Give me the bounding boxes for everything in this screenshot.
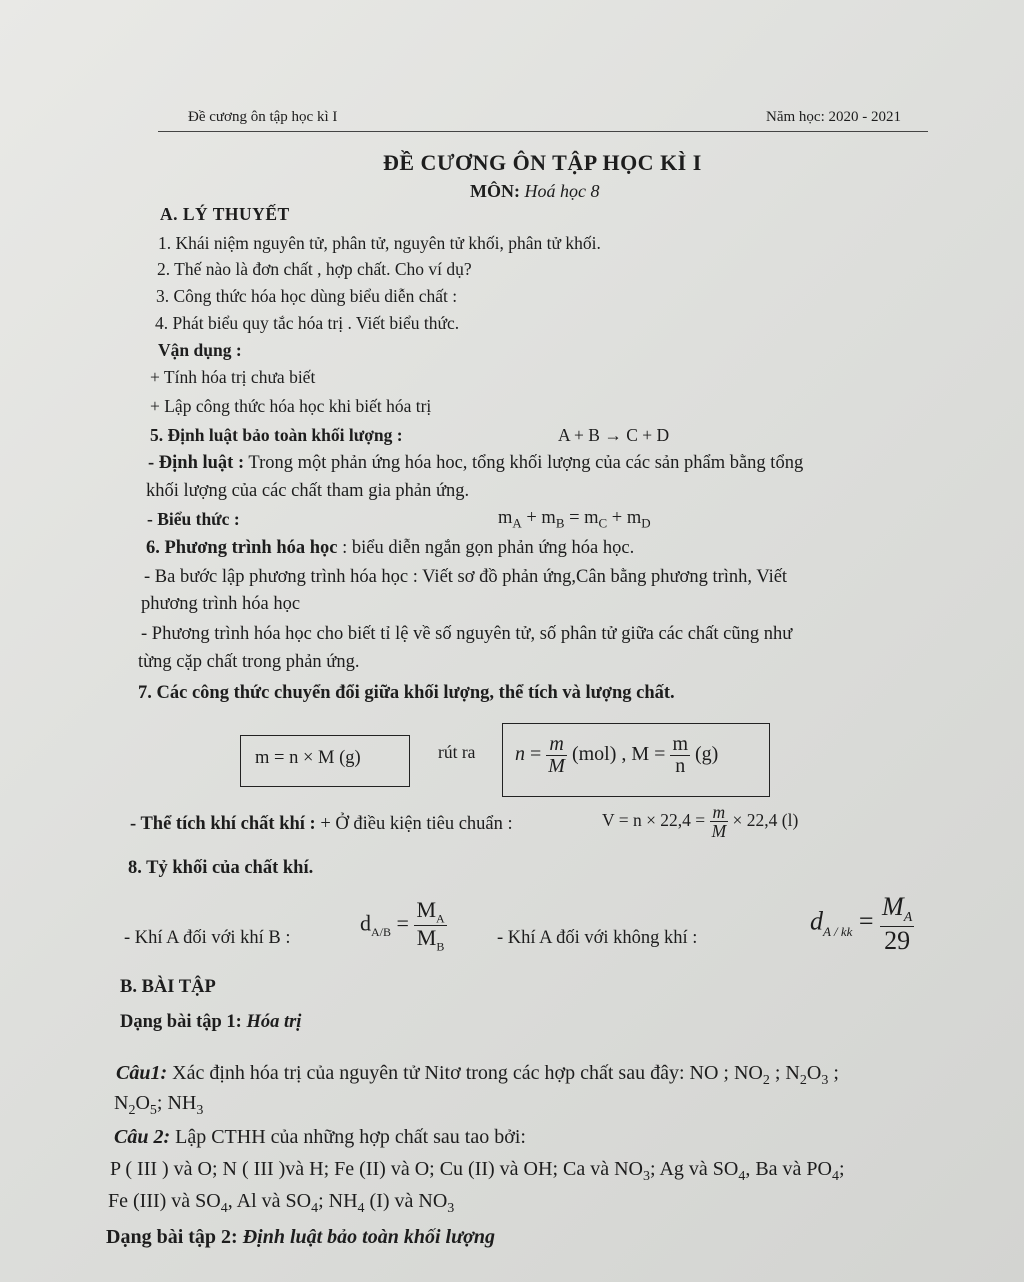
equation-ratio-1: - Phương trình hóa học cho biết tỉ lệ về số nguyên tử, số phân tử giữa các chất cũng như [141,624,793,644]
exercise-type-2-title: Định luật bảo toàn khối lượng [242,1226,495,1248]
density-heading: 8. Tỷ khối của chất khí. [128,858,314,878]
theory-item-4: 4. Phát biểu quy tắc hóa trị . Viết biểu thức. [155,313,460,333]
header-left: Đề cương ôn tập học kì I [188,109,338,125]
gas-volume-line [130,814,513,835]
formula-mole: n = $\frac{m}{M}$ (mol) , M = $\frac{m}{n}$ (g) [515,733,719,777]
page-title: ĐỀ CƯƠNG ÔN TẬP HỌC KÌ I [383,150,702,175]
formula-box-mole [502,723,770,797]
section-b-heading: B. BÀI TẬP [120,977,216,997]
theory-item-2: 2. Thế nào là đơn chất , hợp chất. Cho ví dụ? [157,259,472,279]
density-kk-formula: $d_{A / kk}$ = $\frac{M_A}{29}$ [810,892,913,955]
section-a-heading: A. LÝ THUYẾT [160,204,290,224]
subject-value: Hoá học 8 [524,181,600,201]
question-2: Câu 2: Lập CTHH của những hợp chất sau tao bởi: [114,1126,526,1148]
law-label: - Định luật : [148,453,245,473]
question-1-line-2: $N_2O_5$; $NH_3$ [114,1092,204,1118]
law-text-1: Trong một phản ứng hóa hoc, tổng khối lượng của các sản phẩm bằng tổng [244,453,804,473]
question-2-line-1: P ( III ) và O; N ( III )và H; Fe (II) và O; Cu (II) và OH; Ca và $NO_3$; Ag và $SO_4$, Ba và $PO_4$; [110,1158,845,1184]
header-rule [158,131,928,132]
gas-volume-label: - Thể tích khí chất khí : [130,814,316,834]
theory-item-1: 1. Khái niệm nguyên tử, phân tử, nguyên tử khối, phân tử khối. [158,233,601,253]
law-heading: 5. Định luật bảo toàn khối lượng : [150,425,403,445]
gas-volume-text: + Ở điều kiện tiêu chuẩn : [315,814,513,834]
expression-label: - Biểu thức : [147,509,240,529]
law-statement-1 [148,453,803,474]
density-ab-label: - Khí A đối với khí B : [124,928,291,948]
subject-label: MÔN: [470,181,520,201]
equation-ratio-2: từng cặp chất trong phản ứng. [138,652,360,672]
equation-heading-rest: : biểu diễn ngắn gọn phản ứng hóa học. [337,538,635,558]
equation-steps-2: phương trình hóa học [141,594,301,614]
vandung-item-2: + Lập công thức hóa học khi biết hóa trị [150,396,432,416]
theory-item-3: 3. Công thức hóa học dùng biểu diễn chất : [156,286,458,306]
equation-heading [146,538,634,559]
exercise-type-1 [120,1012,301,1033]
question-1: Câu1: Xác định hóa trị của nguyên tử Nitơ trong các hợp chất sau đây: NO ; $NO_2$ ; $N_2O_3$ ; [116,1062,839,1088]
law-statement-2: khối lượng của các chất tham gia phản ứng. [146,481,470,501]
equation-steps-1: - Ba bước lập phương trình hóa học : Viết sơ đồ phản ứng,Cân bằng phương trình, Viết [144,567,788,587]
subject-line [470,181,599,202]
vandung-label: Vận dụng : [158,340,242,360]
formula-box-mass [240,735,410,787]
formula-mass: m = n × M (g) [255,748,361,768]
header-right: Năm học: 2020 - 2021 [766,109,901,125]
rut-ra-label: rút ra [438,742,476,762]
question-2-label: Câu 2: [114,1126,171,1148]
gas-volume-formula: V = n × 22,4 = $\frac{m}{M}$ × 22,4 (l) [602,802,799,842]
conversion-heading: 7. Các công thức chuyển đổi giữa khối lượng, thể tích và lượng chất. [138,683,675,703]
density-ab-formula: $d_{A/B}$ = $\frac{M_A}{M_B}$ [360,897,445,954]
density-kk-label: - Khí A đối với không khí : [497,928,698,948]
mass-expression: $m_A + m_B = m_C + m_D$ [498,508,651,531]
reaction-equation: A + B → C + D [558,425,670,445]
exercise-type-2 [106,1226,495,1249]
equation-heading-bold: 6. Phương trình hóa học [146,538,338,558]
exercise-type-1-label: Dạng bài tập 1: [120,1012,242,1032]
exercise-type-1-title: Hóa trị [246,1012,302,1032]
vandung-item-1: + Tính hóa trị chưa biết [150,367,316,387]
question-1-label: Câu1: [116,1062,168,1084]
exercise-type-2-label: Dạng bài tập 2: [106,1226,238,1248]
question-2-line-2: Fe (III) và $SO_4$, Al và $SO_4$; $NH_4$ (I) và $NO_3$ [108,1190,455,1216]
